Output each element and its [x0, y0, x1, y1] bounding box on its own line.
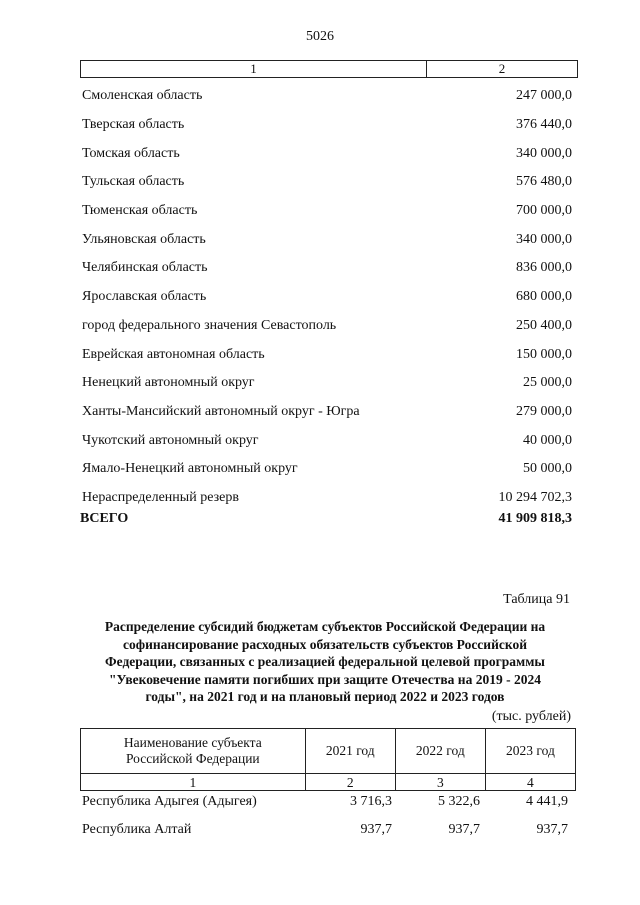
- total-value: 41 909 818,3: [498, 511, 572, 526]
- region-value: 10 294 702,3: [498, 489, 572, 505]
- table-row: [80, 225, 576, 254]
- header-year-2021: 2021 год: [305, 729, 395, 774]
- caption-line: Федерации, связанных с реализацией федеральной целевой программы: [105, 654, 545, 669]
- table-row: [80, 312, 576, 341]
- region-name: Нераспределенный резерв: [82, 489, 239, 505]
- region-name: Тульская область: [82, 174, 185, 190]
- region-name: Еврейская автономная область: [82, 346, 265, 362]
- region-name: Тверская область: [82, 117, 185, 133]
- region-name: Ульяновская область: [82, 231, 206, 247]
- value-2023: 937,7: [536, 822, 568, 837]
- total-label: ВСЕГО: [80, 511, 129, 526]
- table-row: [80, 426, 576, 455]
- table-row: [80, 139, 576, 168]
- header-row: [81, 729, 576, 774]
- region-value: 247 000,0: [516, 88, 572, 104]
- region-name: Томская область: [82, 145, 180, 161]
- value-2023: 4 441,9: [526, 794, 568, 809]
- region-name: Ненецкий автономный округ: [82, 375, 255, 391]
- region-value: 836 000,0: [516, 260, 572, 276]
- table-row: [80, 398, 576, 427]
- table-row: [80, 455, 576, 484]
- region-value: 680 000,0: [516, 289, 572, 305]
- header-name-line: Наименование субъекта: [123, 735, 262, 750]
- caption-line: Распределение субсидий бюджетам субъектов Российской Федерации на: [104, 619, 546, 634]
- caption-line: софинансирование расходных обязательств субъектов Российской: [123, 636, 527, 652]
- region-value: 150 000,0: [516, 346, 572, 362]
- region-value: 40 000,0: [523, 432, 572, 448]
- region-name: Тюменская область: [82, 203, 198, 219]
- region-value: 340 000,0: [516, 145, 572, 161]
- caption-line: "Увековечение памяти погибших при защите Отечества на 2019 - 2024: [109, 671, 541, 687]
- region-value: 50 000,0: [523, 461, 572, 477]
- region-value: 340 000,0: [516, 231, 572, 247]
- table-row: [80, 369, 576, 398]
- region-value: 250 400,0: [516, 317, 572, 333]
- table1-total-row: [80, 511, 576, 527]
- value-2022: 5 322,6: [438, 794, 480, 809]
- table-caption: [70, 618, 580, 706]
- column-number: 2: [305, 774, 395, 791]
- region-value: 576 480,0: [516, 174, 572, 190]
- table-row: [80, 484, 576, 513]
- table1-header: [80, 60, 578, 78]
- page-number: 5026: [306, 29, 334, 44]
- units-label: (тыс. рублей): [491, 709, 571, 724]
- region-name: Ярославская область: [82, 289, 207, 305]
- table91-header: [80, 728, 576, 791]
- table-row: [80, 340, 576, 369]
- table-row: [80, 197, 576, 226]
- header-year-2023: 2023 год: [485, 729, 575, 774]
- header-year-2022: 2022 год: [395, 729, 485, 774]
- table-row: [80, 111, 576, 140]
- region-name: Смоленская область: [82, 88, 203, 104]
- table1-header-col1: 1: [81, 61, 427, 77]
- region-value: 25 000,0: [523, 375, 572, 391]
- region-name: город федерального значения Севастополь: [82, 317, 337, 333]
- table-number-label: Таблица 91: [503, 592, 570, 607]
- value-2021: 3 716,3: [350, 794, 392, 809]
- table-row: [80, 788, 576, 816]
- column-number: 1: [81, 774, 306, 791]
- table-row: [80, 82, 576, 111]
- region-name: Челябинская область: [82, 260, 208, 276]
- region-name: Ханты-Мансийский автономный округ - Югра: [82, 403, 360, 419]
- table91-body: [80, 788, 576, 844]
- table1-body: [80, 82, 576, 512]
- column-number: 3: [395, 774, 485, 791]
- table-row: [80, 816, 576, 844]
- header-name-cell: [81, 729, 306, 774]
- region-name: Ямало-Ненецкий автономный округ: [82, 461, 298, 477]
- region-value: 700 000,0: [516, 203, 572, 219]
- region-value: 279 000,0: [516, 403, 572, 419]
- region-name: Чукотский автономный округ: [82, 432, 259, 448]
- region-name: Республика Алтай: [82, 822, 192, 837]
- table-row: [80, 254, 576, 283]
- table-row: [80, 168, 576, 197]
- header-name-line: Российской Федерации: [126, 751, 260, 766]
- region-name: Республика Адыгея (Адыгея): [82, 794, 257, 809]
- value-2021: 937,7: [360, 822, 392, 837]
- caption-line: годы", на 2021 год и на плановый период 2022 и 2023 годов: [145, 689, 505, 704]
- table-row: [80, 283, 576, 312]
- table1-header-col2: 2: [498, 61, 506, 76]
- value-2022: 937,7: [448, 822, 480, 837]
- region-value: 376 440,0: [516, 117, 572, 133]
- column-number: 4: [485, 774, 575, 791]
